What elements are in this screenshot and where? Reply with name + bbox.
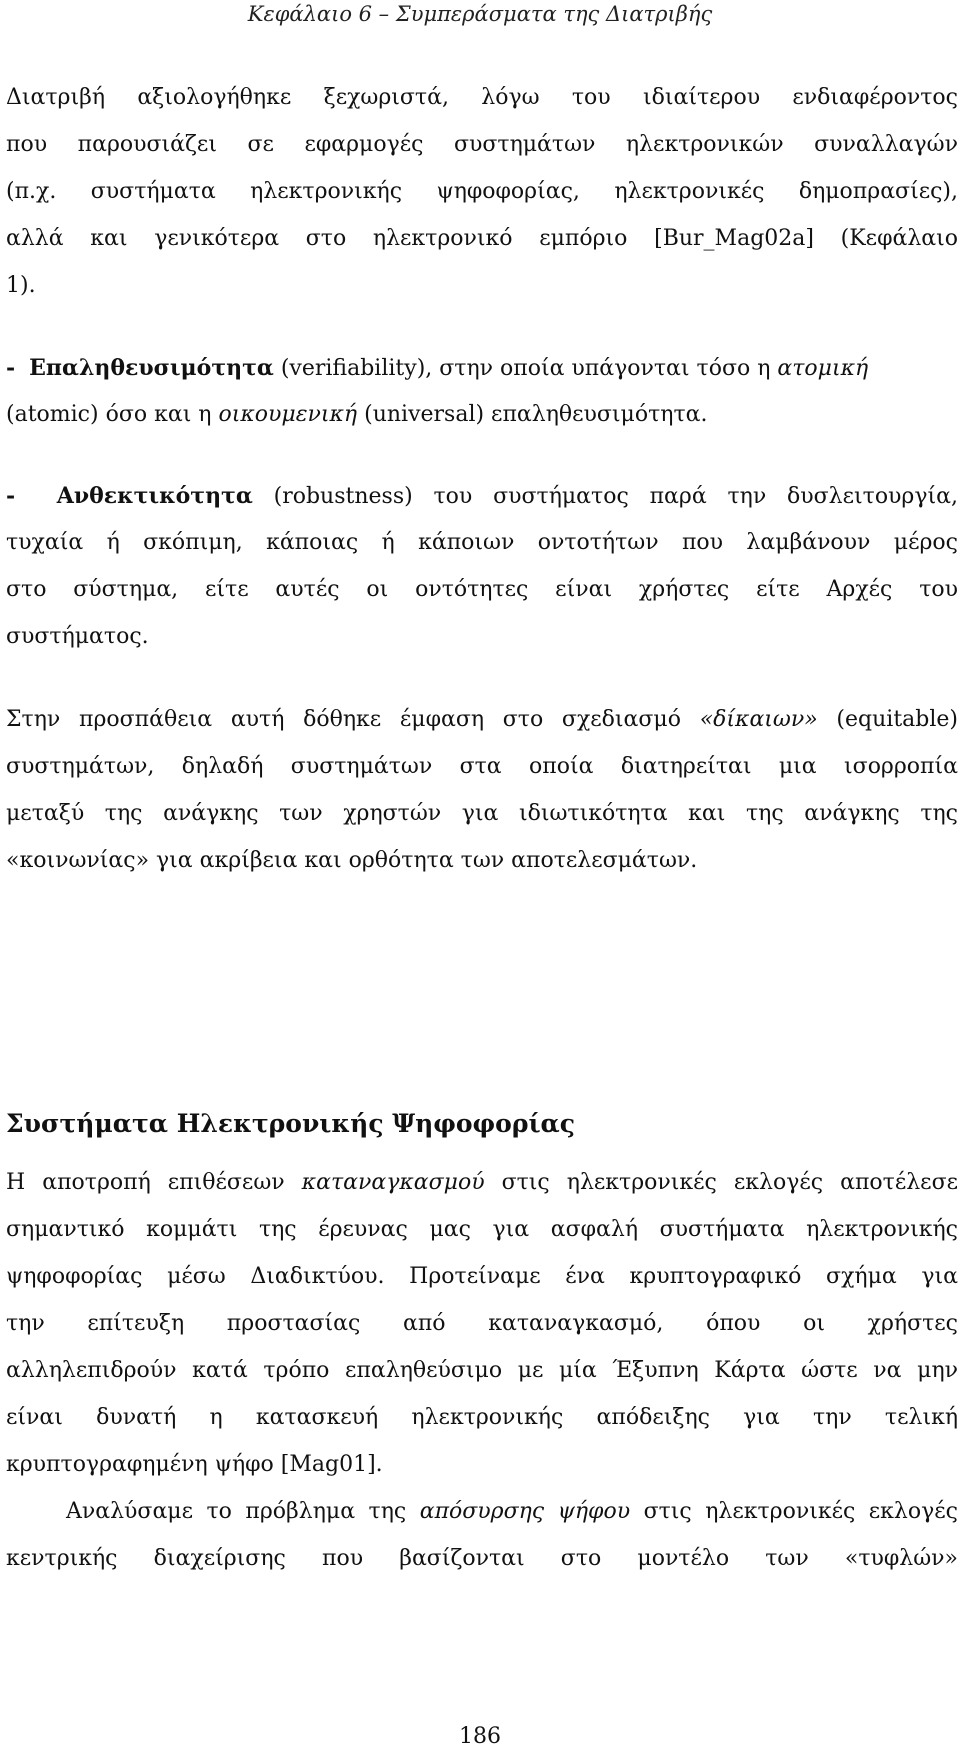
text-span: Στην προσπάθεια αυτή δόθηκε έμφαση στο σχεδιασμό	[6, 707, 700, 732]
text-span: Αναλύσαμε το πρόβλημα της	[66, 1499, 420, 1524]
bullet-text: (robustness) του συστήματος παρά την δυσλειτουργία,	[252, 484, 958, 509]
text-line: σημαντικό κομμάτι της έρευνας μας για ασφαλή συστήματα ηλεκτρονικής	[6, 1217, 958, 1242]
bullet-term: Επαληθευσιμότητα	[29, 355, 274, 381]
text-line: αλληλεπιδρούν κατά τρόπο επαληθεύσιμο με μία Έξυπνη Κάρτα ώστε να μην	[6, 1358, 958, 1383]
text-line	[6, 705, 958, 735]
italic-term: απόσυρσης ψήφου	[419, 1499, 631, 1524]
bullet-dash: -	[6, 483, 16, 509]
text-line: συστημάτων, δηλαδή συστημάτων στα οποία διατηρείται μια ισορροπία	[6, 754, 958, 779]
italic-term: «δίκαιων»	[699, 707, 818, 732]
text-line: συστήματος.	[6, 624, 149, 649]
bullet-text: (verifiability), στην οποία υπάγονται τόσο η	[273, 356, 778, 381]
text-line	[6, 481, 958, 511]
bullet-text: (universal) επαληθευσιμότητα.	[357, 402, 708, 427]
text-line: 1).	[6, 273, 36, 298]
text-line: μεταξύ της ανάγκης των χρηστών για ιδιωτικότητα και της ανάγκης της	[6, 801, 958, 826]
text-line: (π.χ. συστήματα ηλεκτρονικής ψηφοφορίας, ηλεκτρονικές δημοπρασίες),	[6, 179, 958, 204]
italic-term: ατομική	[777, 356, 869, 381]
text-line	[6, 400, 958, 430]
text-line: στο σύστημα, είτε αυτές οι οντότητες είναι χρήστες είτε Αρχές του	[6, 577, 958, 602]
text-line	[6, 1168, 958, 1198]
italic-term: καταναγκασμού	[301, 1170, 485, 1195]
text-line: αλλά και γενικότερα στο ηλεκτρονικό εμπόριο [Bur_Mag02a] (Κεφάλαιο	[6, 226, 958, 251]
text-span: στις ηλεκτρονικές εκλογές	[630, 1499, 958, 1524]
text-line: κρυπτογραφημένη ψήφο [Mag01].	[6, 1452, 383, 1477]
text-line: ψηφοφορίας μέσω Διαδικτύου. Προτείναμε ένα κρυπτογραφικό σχήμα για	[6, 1264, 958, 1289]
text-span: Η αποτροπή επιθέσεων	[6, 1170, 302, 1195]
section-heading: Συστήματα Ηλεκτρονικής Ψηφοφορίας	[6, 1109, 576, 1138]
text-line: την επίτευξη προστασίας από καταναγκασμό, όπου οι χρήστες	[6, 1311, 958, 1336]
text-line	[6, 1497, 958, 1527]
page-number: 186	[459, 1724, 501, 1749]
bullet-dash: -	[6, 355, 16, 381]
text-line: «κοινωνίας» για ακρίβεια και ορθότητα των αποτελεσμάτων.	[6, 848, 698, 873]
text-line: κεντρικής διαχείρισης που βασίζονται στο μοντέλο των «τυφλών»	[6, 1546, 958, 1571]
text-line: Διατριβή αξιολογήθηκε ξεχωριστά, λόγω του ιδιαίτερου ενδιαφέροντος	[6, 85, 958, 110]
text-line	[6, 353, 958, 383]
text-line: είναι δυνατή η κατασκευή ηλεκτρονικής απόδειξης για την τελική	[6, 1405, 958, 1430]
text-span: στις ηλεκτρονικές εκλογές αποτέλεσε	[484, 1170, 958, 1195]
text-line: τυχαία ή σκόπιμη, κάποιας ή κάποιων οντοτήτων που λαμβάνουν μέρος	[6, 530, 958, 555]
italic-term: οικουμενική	[218, 402, 358, 427]
text-span: (equitable)	[817, 707, 958, 732]
bullet-term: Ανθεκτικότητα	[56, 483, 253, 509]
bullet-text: (atomic) όσο και η	[6, 402, 219, 427]
text-line: που παρουσιάζει σε εφαρμογές συστημάτων ηλεκτρονικών συναλλαγών	[6, 132, 958, 157]
running-header: Κεφάλαιο 6 – Συμπεράσματα της Διατριβής	[247, 2, 713, 26]
